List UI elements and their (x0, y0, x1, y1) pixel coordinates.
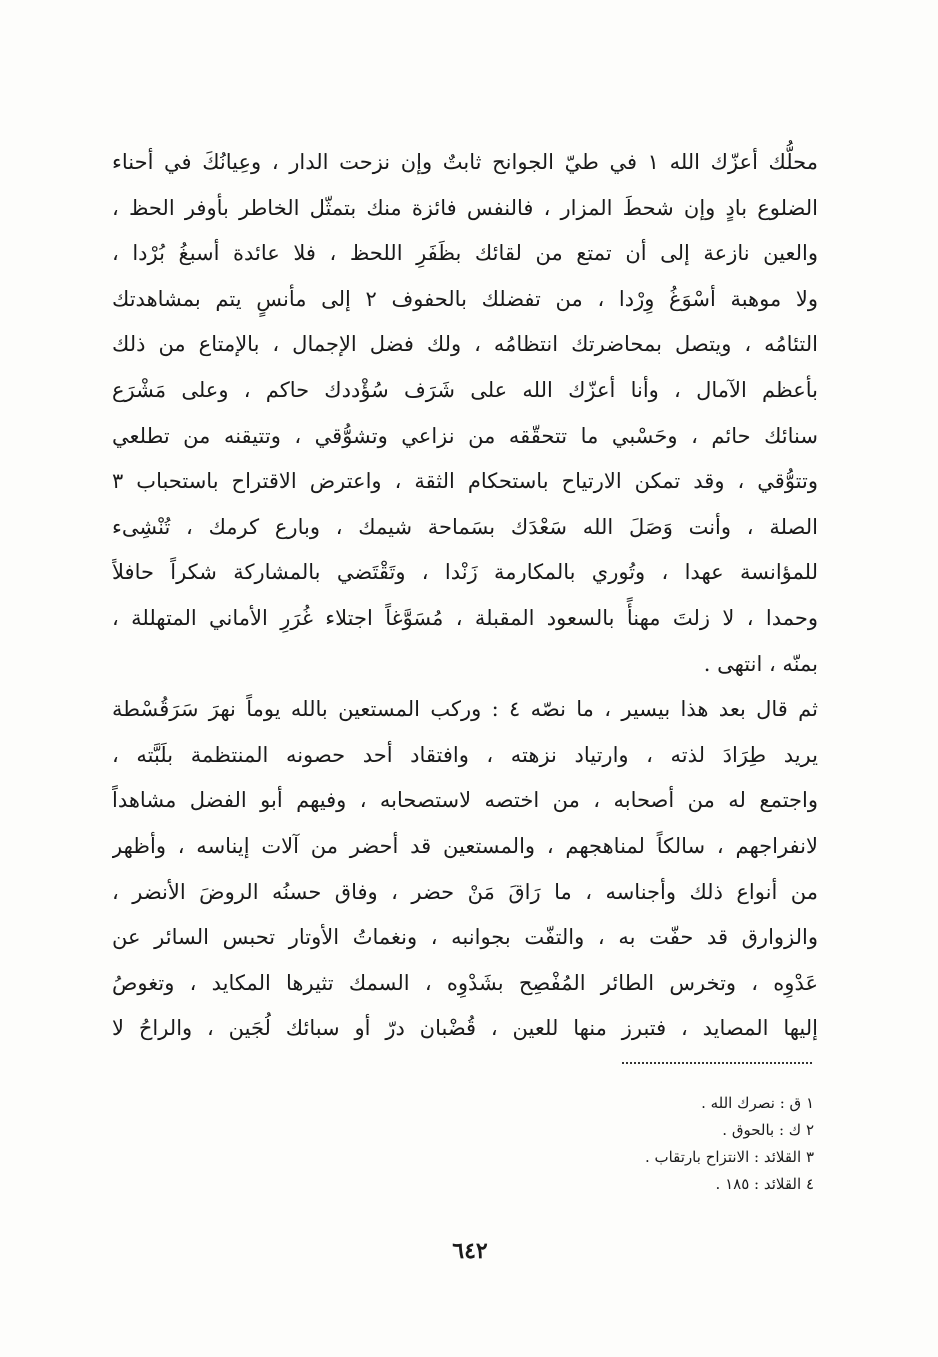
text-line: ولا موهبة أسْوَغُ وِرْدا ، من تفضلك بالحفوف ٢ إلى مأنسٍ يتم بمشاهدتك (112, 286, 818, 311)
footnotes (430, 1090, 814, 1198)
paragraph-end-line: بمنّه ، انتهى . (703, 651, 818, 676)
text-line: التئامُه ، ويتصل بمحاضرتك انتظامُه ، ولك فضل الإجمال ، بالإمتاع من ذلك (112, 332, 818, 357)
text-line: سنائك حائم ، وحَسْبي ما تتحقّقه من نزاعي وتشوُّقي ، وتتيقنه من تطلعي (112, 423, 818, 448)
text-line: محلُّك أعزّك الله ١ في طيّ الجوانح ثابتٌ وإن نزحت الدار ، وعِيانُكَ في أحناء (112, 150, 818, 174)
text-line: الضلوع بادٍ وإن شحطَ المزار ، فالنفس فائزة منك بتمثّل الخاطر بأوفر الحظ ، (112, 195, 818, 220)
page-number: ٦٤٢ (452, 1238, 488, 1264)
body-text (112, 140, 818, 1052)
text-line: واجتمع له من أصحابه ، من اختصه لاستصحابه ، وفيهم أبو الفضل مشاهداً (112, 788, 818, 813)
text-line: للمؤانسة عهدا ، وتُوري بالمكارمة زَنْدا ، وتَقْتَضي بالمشاركة شكراً حافلاً (112, 560, 818, 585)
footnote: ١ ق : نصرك الله . (701, 1094, 814, 1112)
text-line: والعين نازعة إلى أن تمتع من لقائك بظَفَرِ اللحظ ، فلا عائدة أسبغُ بُرْدا ، (112, 241, 818, 266)
text-line: إليها المصايد ، فتبرز منها للعين ، قُضْبان درّ أو سبائك لُجَين ، والراحُ لا (112, 1016, 818, 1041)
text-line: يريد طِرَادَ لذته ، وارتياد نزهته ، وافتقاد أحد حصونه المنتظمة بلَبَّته ، (112, 742, 818, 767)
footnote: ٢ ك : بالحوق . (722, 1121, 814, 1139)
text-line: بأعظم الآمال ، وأنا أعزّك الله على شَرَف سُؤْددك حاكم ، وعلى مَشْرَع (112, 377, 818, 402)
footnote-separator (622, 1062, 812, 1064)
text-line: والزوارق قد حفّت به ، والتفّت بجوانبه ، ونغماتُ الأوتار تحبس السائر عن (112, 925, 818, 950)
text-line: الصلة ، وأنت وَصَلَ الله سَعْدَك بسَماحة شيمك ، وبارع كرمك ، تُنْشِىء (112, 514, 818, 539)
text-line: عَدْوِه ، وتخرس الطائر المُفْصِح بشَدْوِه ، السمك تثيرها المكايد ، وتغوصُ (112, 970, 818, 995)
text-line: وحمدا ، لا زلتَ مهنأً بالسعود المقبلة ، مُسَوَّغاً اجتلاء غُرَرِ الأماني المتهللة ، (112, 605, 818, 630)
footnote: ٤ القلائد : ١٨٥ . (715, 1175, 814, 1193)
footnote: ٣ القلائد : الانتزاح بارتقاب . (644, 1148, 814, 1166)
text-line: وتتوُّقي ، وقد تمكن الارتياح باستحكام الثقة ، واعترض الاقتراح باستحباب ٣ (112, 469, 818, 494)
text-line: لانفراجهم ، سالكاً لمناهجهم ، والمستعين قد أحضر من آلات إيناسه ، وأظهر (112, 833, 818, 858)
text-line: من أنواع ذلك وأجناسه ، ما رَاقَ مَنْ حضر ، وفاق حسنُه الروضَ الأنضر ، (112, 879, 818, 904)
text-line: ثم قال بعد هذا بيسير ، ما نصّه ٤ : وركب المستعين بالله يوماً نهرَ سَرَقُسْطة (112, 697, 818, 722)
